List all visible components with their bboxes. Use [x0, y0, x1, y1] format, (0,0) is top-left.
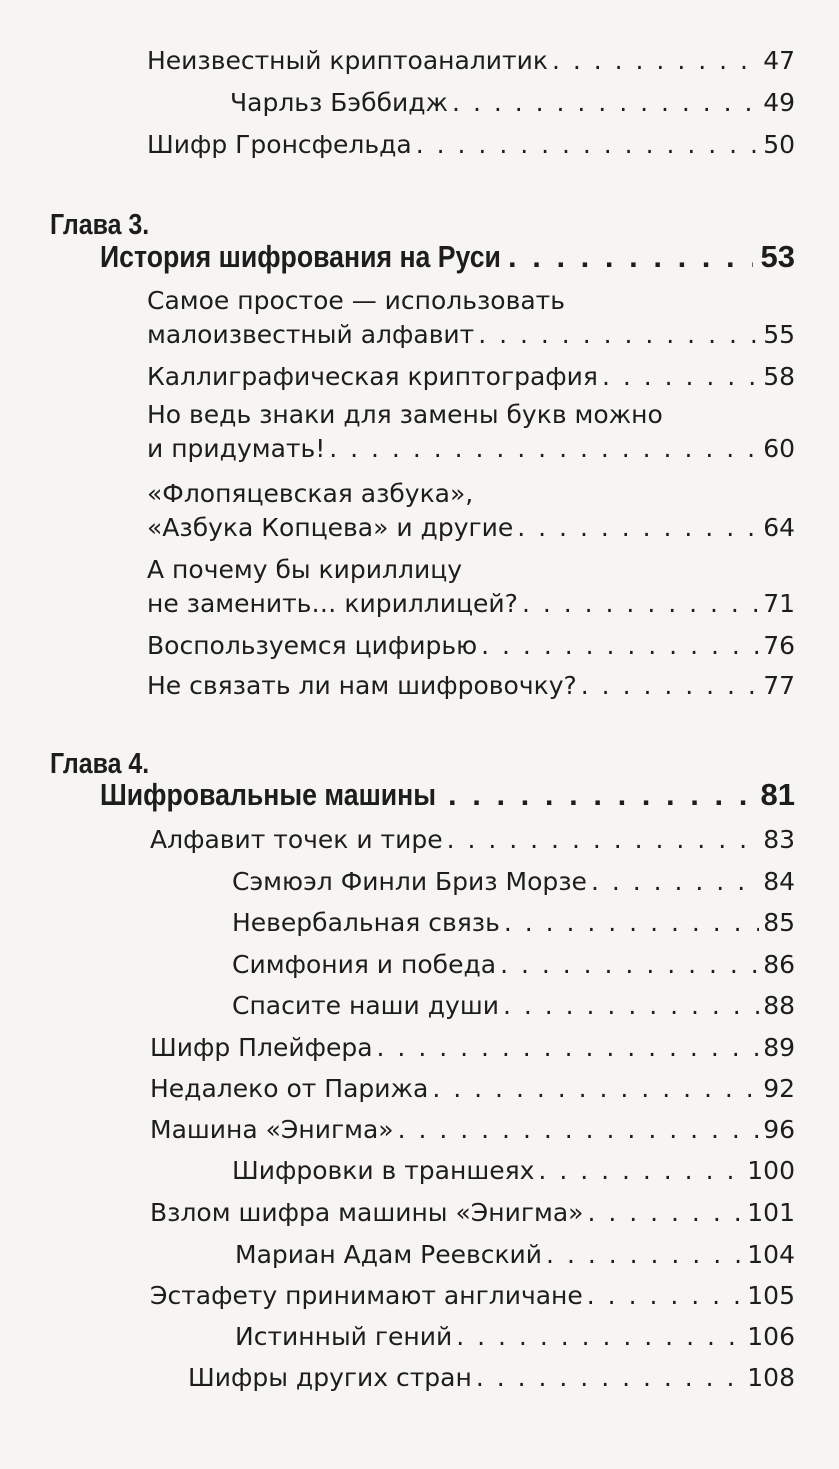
dot-leader [503, 989, 759, 1023]
dot-leader [522, 587, 759, 621]
dot-leader [398, 1113, 760, 1147]
entry-title: Машина «Энигма» [150, 1115, 394, 1144]
entry-page: 89 [763, 1033, 795, 1062]
toc-entry [235, 1238, 795, 1272]
toc-entry [147, 511, 795, 545]
chapter-title: История шифрования на Руси [100, 239, 501, 274]
entry-title: Шифр Гронсфельда [147, 130, 412, 159]
dot-leader [416, 128, 759, 162]
toc-entry [235, 1320, 795, 1354]
toc-entry [150, 1279, 795, 1313]
entry-page: 104 [747, 1240, 795, 1269]
toc-entry [150, 1072, 795, 1106]
entry-page: 76 [763, 631, 795, 660]
entry-page: 101 [747, 1198, 795, 1227]
toc-entry [150, 823, 795, 857]
entry-title: Симфония и победа [232, 950, 497, 979]
chapter-heading [100, 238, 795, 276]
entry-title: Шифр Плейфера [150, 1033, 373, 1062]
dot-leader [587, 1196, 743, 1230]
dot-leader [329, 432, 759, 466]
entry-page: 105 [747, 1281, 795, 1310]
chapter-heading [100, 776, 795, 814]
entry-title: Сэмюэл Финли Бриз Морзе [232, 867, 587, 896]
entry-page: 71 [763, 589, 795, 618]
toc-entry [150, 1031, 795, 1065]
dot-leader [581, 669, 759, 703]
chapter-page: 53 [760, 239, 795, 274]
toc-entry [147, 629, 795, 663]
dot-leader [456, 1320, 743, 1354]
toc-entry [147, 44, 795, 78]
dot-leader [538, 1154, 743, 1188]
entry-page: 85 [763, 908, 795, 937]
entry-title: Не связать ли нам шифровочку? [147, 671, 577, 700]
entry-title: «Азбука Копцева» и другие [147, 513, 514, 542]
entry-page: 84 [763, 867, 795, 896]
entry-title: Истинный гений [235, 1322, 453, 1351]
entry-page: 47 [763, 46, 795, 75]
entry-title: Мариан Адам Реевский [235, 1240, 543, 1269]
toc-entry [147, 432, 795, 466]
entry-title: Шифры других стран [188, 1363, 472, 1392]
entry-title-line1: А почему бы кириллицу [147, 555, 463, 584]
toc-entry [232, 865, 795, 899]
entry-title: Эстафету принимают англичане [150, 1281, 583, 1310]
dot-leader [447, 823, 760, 857]
entry-page: 100 [747, 1156, 795, 1185]
dot-leader [546, 1238, 743, 1272]
entry-title: Неизвестный криптоаналитик [147, 46, 548, 75]
entry-title: и придумать! [147, 434, 326, 463]
entry-title: Алфавит точек и тире [150, 825, 443, 854]
entry-title: Взлом шифра машины «Энигма» [150, 1198, 584, 1227]
dot-leader [602, 360, 759, 394]
entry-title: Чарльз Бэббидж [230, 88, 449, 117]
entry-title: Спасите наши души [232, 991, 499, 1020]
entry-page: 77 [763, 671, 795, 700]
toc-entry [232, 906, 795, 940]
entry-page: 50 [763, 130, 795, 159]
entry-page: 58 [763, 362, 795, 391]
dot-leader [476, 1361, 743, 1395]
entry-page: 64 [763, 513, 795, 542]
toc-entry [150, 1113, 795, 1147]
toc-entry [147, 128, 795, 162]
entry-page: 86 [763, 950, 795, 979]
entry-page: 106 [747, 1322, 795, 1351]
entry-page: 92 [763, 1074, 795, 1103]
dot-leader [508, 238, 753, 276]
entry-title-line1: Но ведь знаки для замены букв можно [147, 400, 663, 429]
entry-page: 60 [763, 434, 795, 463]
dot-leader [517, 511, 759, 545]
entry-page: 55 [763, 320, 795, 349]
toc-entry [147, 669, 795, 703]
entry-page: 108 [747, 1363, 795, 1392]
chapter-label: Глава 3. [50, 209, 150, 241]
toc-entry [147, 318, 795, 352]
dot-leader [552, 44, 759, 78]
dot-leader [481, 629, 759, 663]
entry-page: 88 [763, 991, 795, 1020]
chapter-page: 81 [760, 777, 795, 812]
entry-title-line1: Самое простое — использовать [147, 286, 565, 315]
entry-title: не заменить… кириллицей? [147, 589, 518, 618]
entry-page: 49 [763, 88, 795, 117]
chapter-label: Глава 4. [50, 748, 150, 780]
entry-title: Воспользуемся цифирью [147, 631, 478, 660]
dot-leader [448, 776, 753, 814]
dot-leader [478, 318, 759, 352]
dot-leader [504, 906, 759, 940]
toc-entry [150, 1196, 795, 1230]
dot-leader [432, 1072, 759, 1106]
chapter-title: Шифровальные машины [100, 777, 437, 812]
dot-leader [452, 86, 759, 120]
dot-leader [500, 948, 759, 982]
dot-leader [377, 1031, 760, 1065]
dot-leader [587, 1279, 744, 1313]
toc-entry [147, 587, 795, 621]
entry-page: 96 [763, 1115, 795, 1144]
toc-entry [230, 86, 795, 120]
entry-title: Невербальная связь [232, 908, 500, 937]
toc-entry [232, 989, 795, 1023]
entry-title: Каллиграфическая криптография [147, 362, 598, 391]
dot-leader [591, 865, 759, 899]
toc-entry [188, 1361, 795, 1395]
toc-entry [232, 948, 795, 982]
entry-page: 83 [763, 825, 795, 854]
entry-title: Недалеко от Парижа [150, 1074, 429, 1103]
entry-title-line1: «Флопяцевская азбука», [147, 479, 474, 508]
entry-title: малоизвестный алфавит [147, 320, 475, 349]
toc-entry [232, 1154, 795, 1188]
entry-title: Шифровки в траншеях [232, 1156, 535, 1185]
toc-entry [147, 360, 795, 394]
